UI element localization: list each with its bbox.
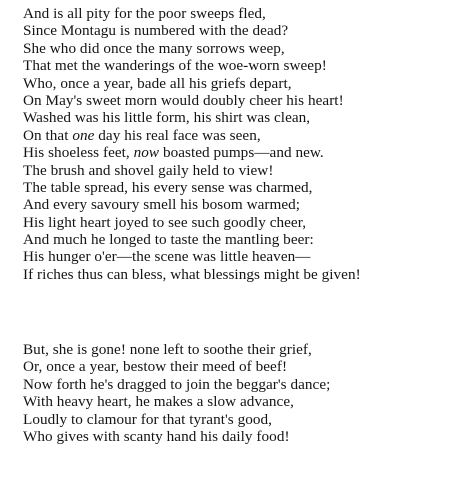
poem-line: His shoeless feet, now boasted pumps—and new. xyxy=(23,144,324,162)
poem-line: On May's sweet morn would doubly cheer his heart! xyxy=(23,91,344,109)
poem-line: Since Montagu is numbered with the dead? xyxy=(23,22,289,40)
poem-line: The brush and shovel gaily held to view! xyxy=(23,161,274,179)
poem-line: Washed was his little form, his shirt was clean, xyxy=(23,109,311,127)
poem-line: Or, once a year, bestow their meed of beef! xyxy=(23,358,288,376)
stanza-1 xyxy=(23,5,448,283)
poem-line: And much he longed to taste the mantling beer: xyxy=(23,231,314,249)
poem-line: His hunger o'er—the scene was little heaven— xyxy=(23,248,311,266)
poem-line: On that one day his real face was seen, xyxy=(23,126,261,144)
poem-line: That met the wanderings of the woe-worn sweep! xyxy=(23,57,327,75)
poem-line: Loudly to clamour for that tyrant's good, xyxy=(23,410,273,428)
poem-line: Who, once a year, bade all his griefs depart, xyxy=(23,74,292,92)
poem-line: And is all pity for the poor sweeps fled, xyxy=(23,5,266,22)
poem-line: Who gives with scanty hand his daily food! xyxy=(23,427,290,445)
poem-line: With heavy heart, he makes a slow advance, xyxy=(23,393,294,411)
poem-line: And every savoury smell his bosom warmed; xyxy=(23,196,301,214)
stanza-2 xyxy=(23,341,448,445)
poem-line: The table spread, his every sense was charmed, xyxy=(23,178,313,196)
poem-line: But, she is gone! none left to soothe their grief, xyxy=(23,341,312,358)
poem-line: His light heart joyed to see such goodly cheer, xyxy=(23,213,307,231)
poem-line: Now forth he's dragged to join the beggar's dance; xyxy=(23,375,331,393)
poem-line: She who did once the many sorrows weep, xyxy=(23,39,285,57)
poem-line: If riches thus can bless, what blessings might be given! xyxy=(23,265,361,283)
